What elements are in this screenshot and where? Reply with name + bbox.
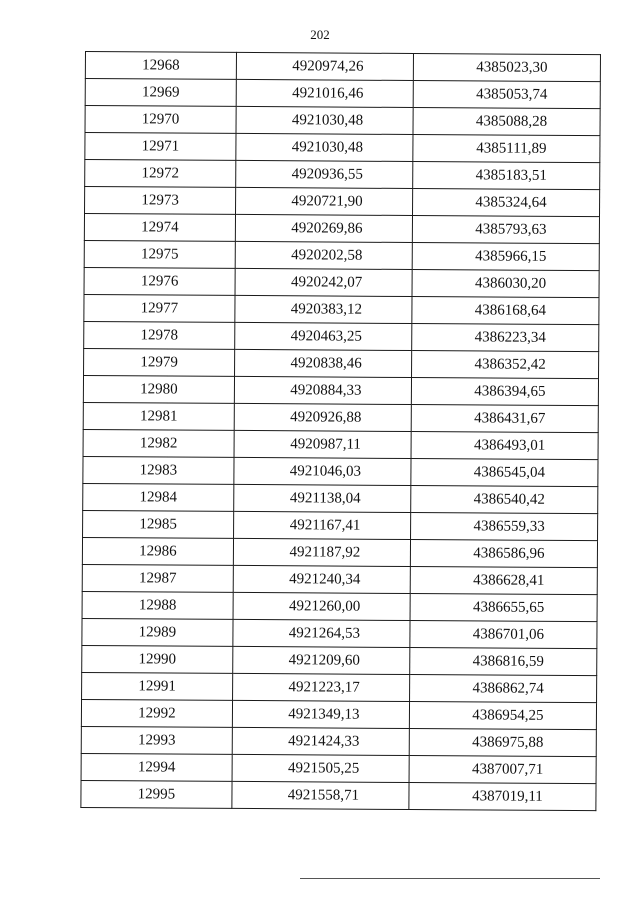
x-coordinate-cell: 4921240,34 [233, 565, 410, 593]
x-coordinate-cell: 4921424,33 [232, 727, 409, 755]
point-id-cell: 12976 [84, 267, 235, 295]
point-id-cell: 12989 [82, 618, 233, 646]
x-coordinate-cell: 4921187,92 [233, 538, 410, 566]
x-coordinate-cell: 4921558,71 [232, 781, 409, 809]
table-row [83, 456, 598, 486]
x-coordinate-cell: 4920884,33 [234, 376, 411, 404]
point-id-cell: 12983 [83, 456, 234, 484]
x-coordinate-cell: 4921223,17 [233, 673, 410, 701]
table-row [84, 294, 599, 324]
point-id-cell: 12978 [84, 321, 235, 349]
table-row [83, 429, 598, 459]
table-row [82, 537, 597, 567]
y-coordinate-cell: 4386394,65 [411, 378, 598, 406]
bottom-divider [300, 878, 600, 879]
y-coordinate-cell: 4386223,34 [412, 324, 599, 352]
y-coordinate-cell: 4386030,20 [412, 270, 599, 298]
table-row [82, 645, 597, 675]
x-coordinate-cell: 4920463,25 [235, 322, 412, 350]
x-coordinate-cell: 4920202,58 [235, 241, 412, 269]
table-row [81, 753, 596, 783]
x-coordinate-cell: 4921138,04 [234, 484, 411, 512]
table-row [85, 187, 600, 217]
x-coordinate-cell: 4920383,12 [235, 295, 412, 323]
y-coordinate-cell: 4386545,04 [411, 458, 598, 486]
table-row [82, 672, 597, 702]
table-row [81, 726, 596, 756]
point-id-cell: 12992 [81, 699, 232, 727]
table-row [83, 510, 598, 540]
x-coordinate-cell: 4921505,25 [232, 754, 409, 782]
x-coordinate-cell: 4921209,60 [233, 646, 410, 674]
page-number: 202 [310, 27, 330, 42]
y-coordinate-cell: 4386628,41 [410, 566, 597, 594]
point-id-cell: 12991 [82, 672, 233, 700]
point-id-cell: 12968 [85, 52, 236, 80]
table-row [83, 402, 598, 432]
y-coordinate-cell: 4386975,88 [409, 728, 596, 756]
table-row [81, 780, 596, 810]
y-coordinate-cell: 4386655,65 [410, 593, 597, 621]
point-id-cell: 12984 [83, 483, 234, 511]
x-coordinate-cell: 4921030,48 [236, 106, 413, 134]
y-coordinate-cell: 4386352,42 [412, 351, 599, 379]
y-coordinate-cell: 4385793,63 [412, 216, 599, 244]
table-row [84, 267, 599, 297]
x-coordinate-cell: 4921260,00 [233, 592, 410, 620]
point-id-cell: 12993 [81, 726, 232, 754]
y-coordinate-cell: 4386431,67 [411, 405, 598, 433]
point-id-cell: 12994 [81, 753, 232, 781]
y-coordinate-cell: 4386540,42 [411, 485, 598, 513]
table-row [82, 564, 597, 594]
y-coordinate-cell: 4386701,06 [410, 620, 597, 648]
point-id-cell: 12990 [82, 645, 233, 673]
table-row [85, 133, 600, 163]
table-row [83, 375, 598, 405]
x-coordinate-cell: 4920987,11 [234, 430, 411, 458]
coordinates-table [80, 51, 601, 811]
table-row [84, 348, 599, 378]
table-row [85, 160, 600, 190]
point-id-cell: 12980 [83, 375, 234, 403]
x-coordinate-cell: 4921030,48 [236, 133, 413, 161]
table-row [84, 240, 599, 270]
y-coordinate-cell: 4386168,64 [412, 297, 599, 325]
point-id-cell: 12982 [83, 429, 234, 457]
point-id-cell: 12981 [83, 402, 234, 430]
table-row [84, 321, 599, 351]
point-id-cell: 12975 [84, 240, 235, 268]
y-coordinate-cell: 4387019,11 [409, 782, 596, 810]
coordinates-table-body [81, 52, 601, 811]
y-coordinate-cell: 4386559,33 [411, 512, 598, 540]
y-coordinate-cell: 4386862,74 [410, 674, 597, 702]
y-coordinate-cell: 4385111,89 [413, 135, 600, 163]
y-coordinate-cell: 4387007,71 [409, 755, 596, 783]
y-coordinate-cell: 4386586,96 [410, 539, 597, 567]
y-coordinate-cell: 4386954,25 [409, 701, 596, 729]
table-row [85, 106, 600, 136]
table-row [82, 618, 597, 648]
y-coordinate-cell: 4385324,64 [413, 189, 600, 217]
x-coordinate-cell: 4920926,88 [234, 403, 411, 431]
point-id-cell: 12985 [83, 510, 234, 538]
x-coordinate-cell: 4920242,07 [235, 268, 412, 296]
point-id-cell: 12986 [82, 537, 233, 565]
x-coordinate-cell: 4921264,53 [233, 619, 410, 647]
y-coordinate-cell: 4385053,74 [413, 81, 600, 109]
y-coordinate-cell: 4386816,59 [410, 647, 597, 675]
table-row [83, 483, 598, 513]
y-coordinate-cell: 4386493,01 [411, 431, 598, 459]
y-coordinate-cell: 4385966,15 [412, 243, 599, 271]
x-coordinate-cell: 4920936,55 [236, 160, 413, 188]
y-coordinate-cell: 4385023,30 [413, 54, 600, 82]
point-id-cell: 12974 [84, 214, 235, 242]
x-coordinate-cell: 4921349,13 [232, 700, 409, 728]
x-coordinate-cell: 4920838,46 [235, 349, 412, 377]
x-coordinate-cell: 4921167,41 [234, 511, 411, 539]
point-id-cell: 12988 [82, 591, 233, 619]
point-id-cell: 12969 [85, 79, 236, 107]
point-id-cell: 12977 [84, 294, 235, 322]
point-id-cell: 12995 [81, 780, 232, 808]
table-row [81, 699, 596, 729]
point-id-cell: 12971 [85, 133, 236, 161]
point-id-cell: 12973 [85, 187, 236, 215]
y-coordinate-cell: 4385183,51 [413, 162, 600, 190]
x-coordinate-cell: 4921046,03 [234, 457, 411, 485]
point-id-cell: 12979 [84, 348, 235, 376]
table-row [85, 79, 600, 109]
point-id-cell: 12987 [82, 564, 233, 592]
x-coordinate-cell: 4920974,26 [236, 52, 413, 80]
table-row [85, 52, 600, 82]
point-id-cell: 12970 [85, 106, 236, 134]
table-row [84, 214, 599, 244]
x-coordinate-cell: 4921016,46 [236, 79, 413, 107]
table-row [82, 591, 597, 621]
x-coordinate-cell: 4920721,90 [236, 187, 413, 215]
point-id-cell: 12972 [85, 160, 236, 188]
y-coordinate-cell: 4385088,28 [413, 108, 600, 136]
x-coordinate-cell: 4920269,86 [235, 214, 412, 242]
